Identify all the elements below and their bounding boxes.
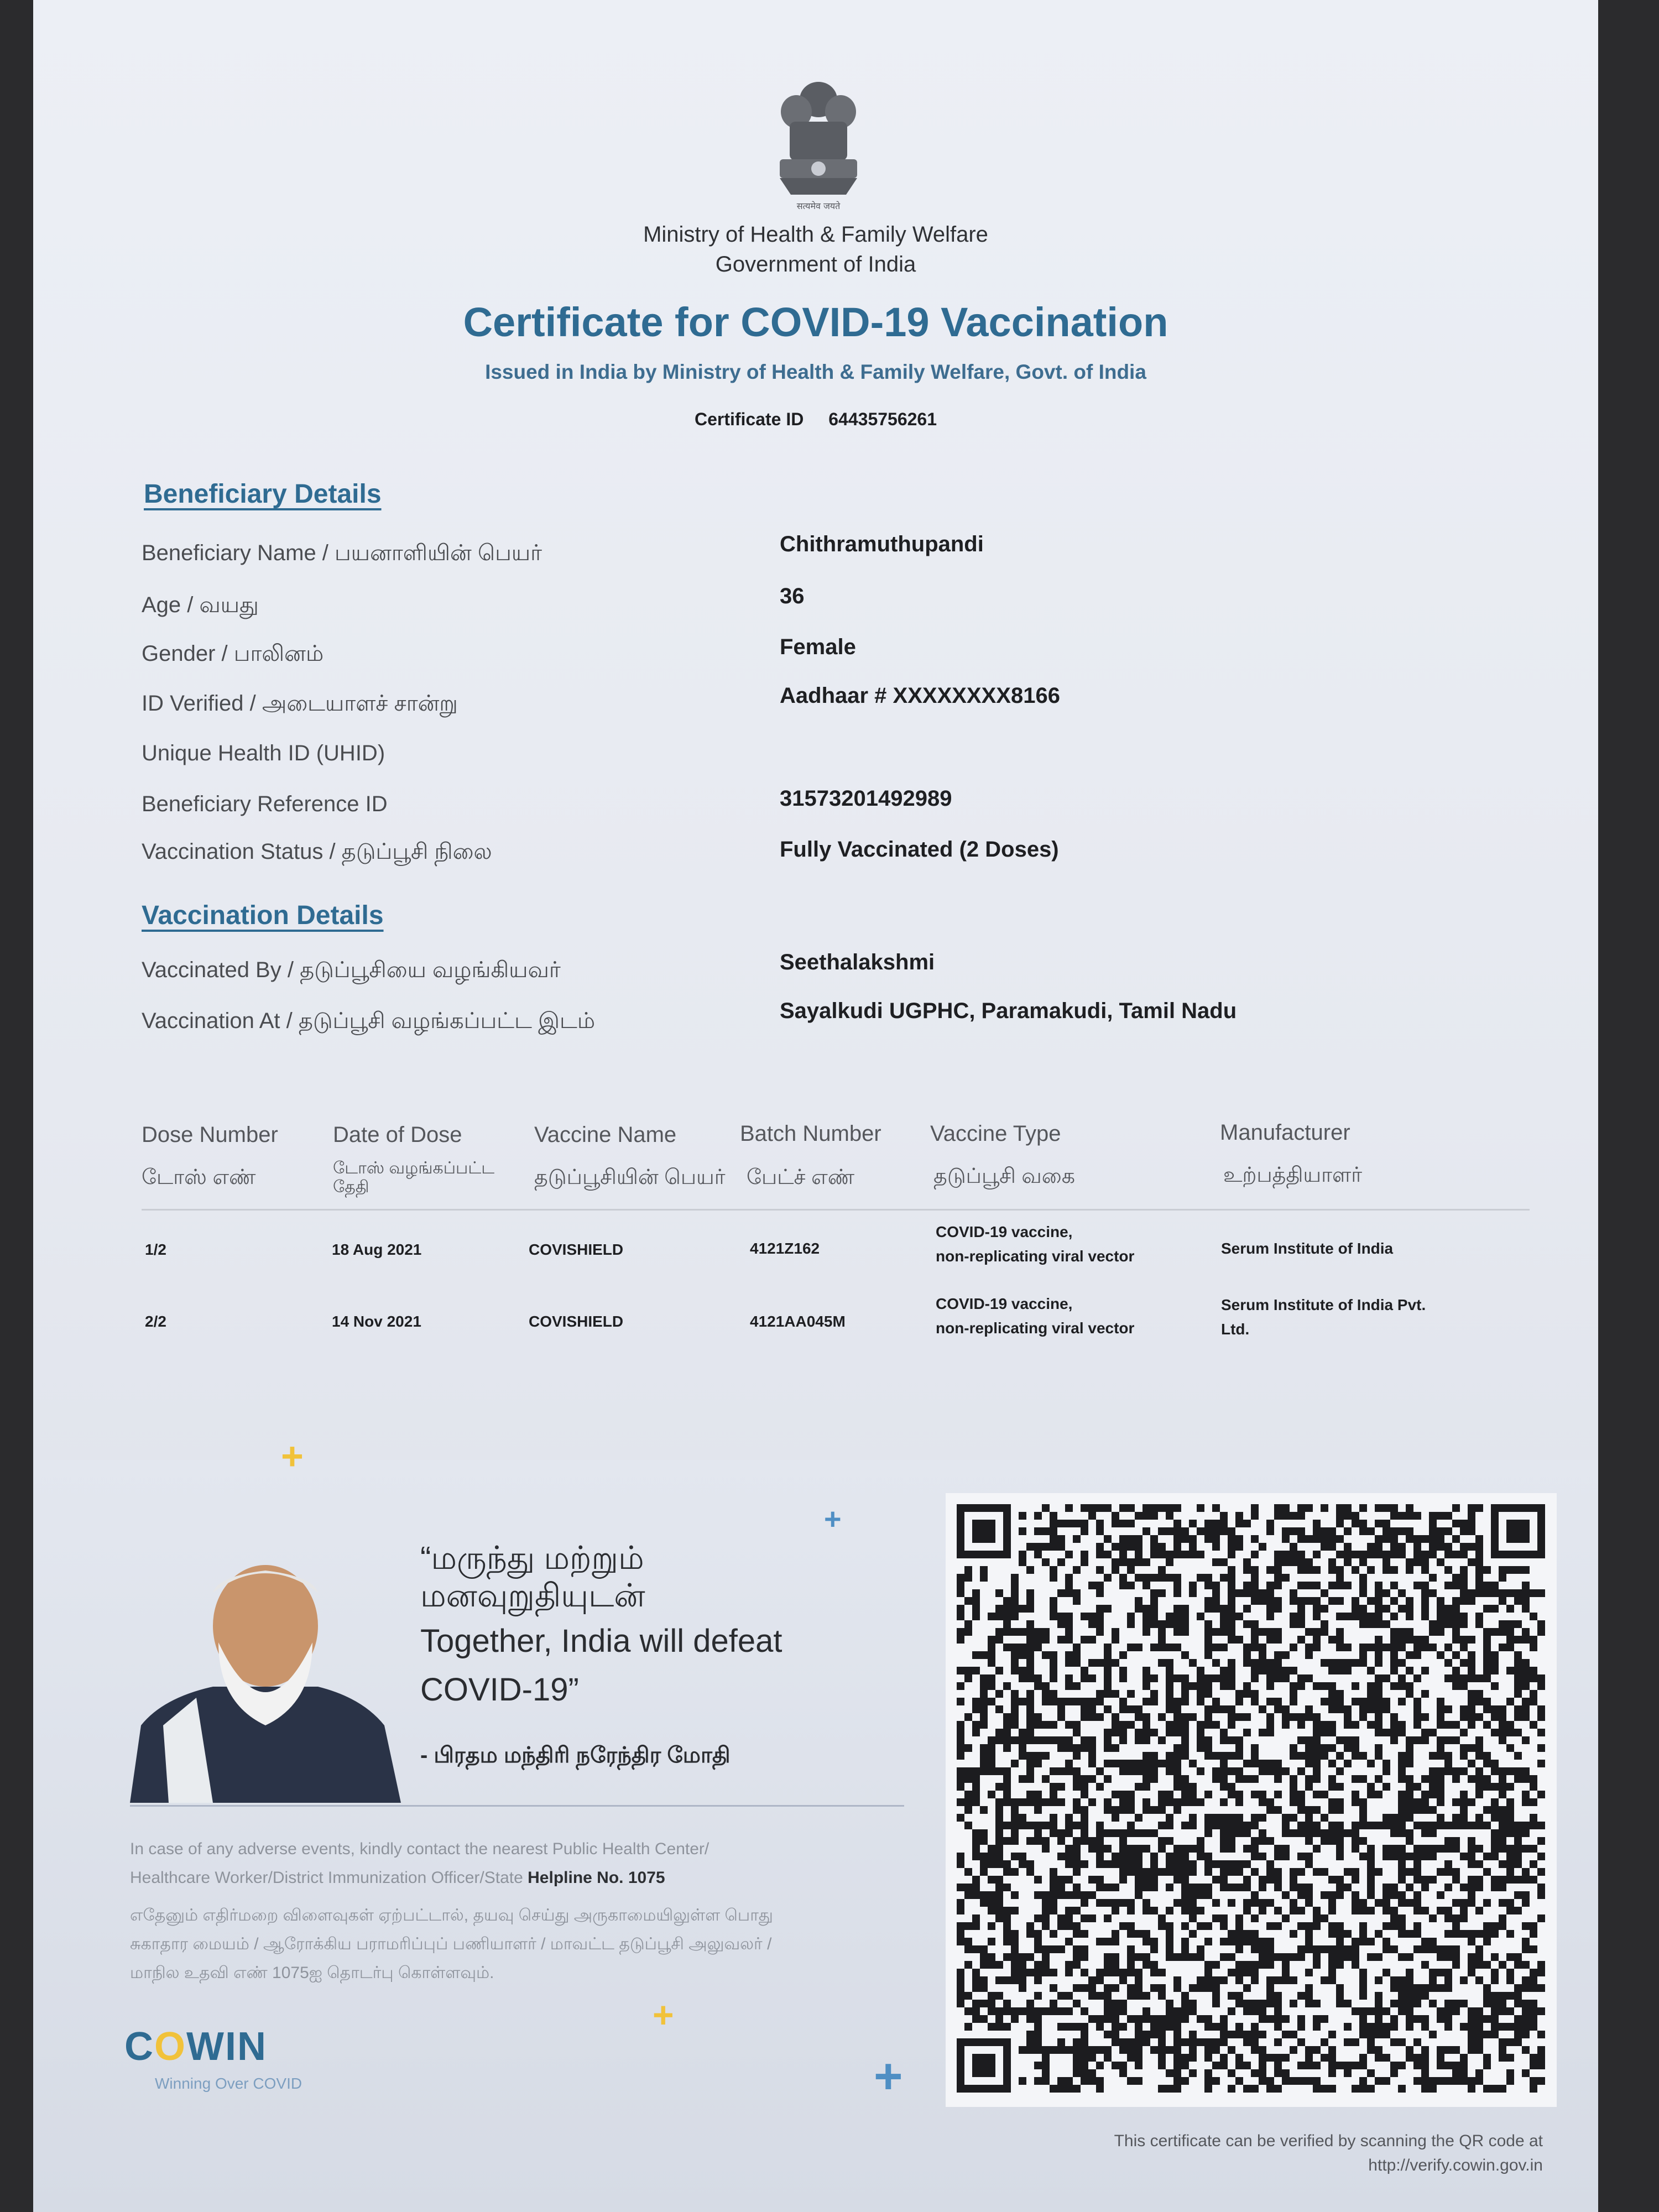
row2-manufacturer-line2: Ltd. — [1221, 1321, 1250, 1338]
certificate-page — [33, 0, 1598, 2212]
quote-tamil-line2: மனவுறுதியுடன் — [420, 1578, 645, 1614]
th-manufacturer-ta: உற்பத்தியாளர் — [1223, 1164, 1363, 1187]
th-date-of-dose: Date of Dose — [333, 1123, 462, 1147]
age-value: 36 — [780, 584, 805, 608]
th-batch-number: Batch Number — [740, 1121, 881, 1146]
id-verified-label: ID Verified / அடையாளச் சான்று — [142, 691, 458, 716]
row2-dose: 2/2 — [145, 1313, 166, 1330]
row1-dose: 1/2 — [145, 1241, 166, 1258]
plus-icon: + — [874, 2049, 903, 2104]
adverse-events-notice — [130, 1835, 904, 1892]
row2-type-line2: non-replicating viral vector — [936, 1319, 1135, 1337]
cowin-logo-o: O — [154, 2025, 187, 2069]
row1-type-line1: COVID-19 vaccine, — [936, 1223, 1073, 1240]
uhid-label: Unique Health ID (UHID) — [142, 741, 385, 765]
portrait-image — [130, 1559, 401, 1803]
plus-icon: + — [653, 1994, 674, 2035]
th-manufacturer: Manufacturer — [1220, 1120, 1350, 1145]
beneficiary-reference-id-value: 31573201492989 — [780, 786, 952, 811]
gender-value: Female — [780, 635, 856, 659]
national-emblem-icon — [758, 77, 879, 221]
adverse-events-notice-tamil — [130, 1901, 915, 1987]
table-divider — [142, 1209, 1530, 1211]
beneficiary-name-label: Beneficiary Name / பயனாளியின் பெயர் — [142, 541, 542, 565]
quote-tamil-line1: “மருந்து மற்றும் — [420, 1540, 644, 1576]
adverse-line1: In case of any adverse events, kindly contact the nearest Public Health Center/ — [130, 1840, 709, 1858]
beneficiary-section-title: Beneficiary Details — [144, 479, 382, 509]
th-vaccine-name-ta: தடுப்பூசியின் பெயர் — [534, 1166, 726, 1189]
beneficiary-reference-id-label: Beneficiary Reference ID — [142, 792, 388, 816]
adverse-ta-line2: சுகாதார மையம் / ஆரோக்கிய பராமரிப்புப் பணியாளர் / மாவட்ட தடுப்பூசி அலுவலர் / — [130, 1935, 772, 1953]
row1-batch: 4121Z162 — [750, 1240, 820, 1257]
th-dose-number-ta: டோஸ் எண் — [142, 1166, 256, 1189]
row2-batch: 4121AA045M — [750, 1313, 846, 1330]
row2-date: 14 Nov 2021 — [332, 1313, 421, 1330]
cowin-tagline: Winning Over COVID — [155, 2075, 302, 2092]
cowin-logo-c: C — [124, 2025, 154, 2069]
certificate-id-value: 64435756261 — [828, 409, 937, 429]
age-label: Age / வயது — [142, 593, 259, 617]
ministry-name: Ministry of Health & Family Welfare — [643, 222, 988, 247]
th-vaccine-type: Vaccine Type — [930, 1121, 1061, 1146]
plus-icon: + — [824, 1503, 842, 1536]
adverse-ta-line3: மாநில உதவி எண் 1075ஐ தொடர்பு கொள்ளவும். — [130, 1964, 494, 1982]
quote-english-line1: Together, India will defeat — [420, 1623, 782, 1659]
row1-type-line2: non-replicating viral vector — [936, 1248, 1135, 1265]
qr-code-icon — [957, 1504, 1545, 2096]
verification-note — [962, 2129, 1543, 2178]
certificate-title: Certificate for COVID-19 Vaccination — [463, 299, 1168, 345]
footer-divider — [130, 1805, 904, 1807]
vaccination-at-value: Sayalkudi UGPHC, Paramakudi, Tamil Nadu — [780, 999, 1237, 1023]
adverse-line2 — [130, 1864, 904, 1892]
row1-date: 18 Aug 2021 — [332, 1241, 422, 1258]
cowin-logo-win: WIN — [186, 2025, 267, 2069]
helpline-number: Helpline No. 1075 — [528, 1869, 665, 1887]
adverse-ta-line1: எதேனும் எதிர்மறை விளைவுகள் ஏற்பட்டால், தயவு செய்து அருகாமையிலுள்ள பொது — [130, 1906, 773, 1924]
row2-manufacturer-line1: Serum Institute of India Pvt. — [1221, 1296, 1426, 1313]
vaccination-status-value: Fully Vaccinated (2 Doses) — [780, 837, 1059, 862]
vaccination-status-label: Vaccination Status / தடுப்பூசி நிலை — [142, 839, 492, 864]
row2-vaccine: COVISHIELD — [529, 1313, 624, 1330]
quote-english-line2: COVID-19” — [420, 1672, 579, 1708]
beneficiary-name-value: Chithramuthupandi — [780, 532, 984, 556]
certificate-id-label: Certificate ID — [694, 409, 804, 429]
th-batch-number-ta: பேட்ச் எண் — [747, 1166, 855, 1189]
adverse-line2-text: Healthcare Worker/District Immunization Officer/State — [130, 1869, 523, 1887]
certificate-id — [33, 409, 1598, 430]
vaccination-at-label: Vaccination At / தடுப்பூசி வழங்கப்பட்ட இடம் — [142, 1009, 595, 1033]
row2-type-line1: COVID-19 vaccine, — [936, 1295, 1073, 1312]
th-vaccine-name: Vaccine Name — [534, 1123, 677, 1147]
plus-icon: + — [281, 1434, 304, 1478]
row1-vaccine: COVISHIELD — [529, 1241, 624, 1258]
issued-by: Issued in India by Ministry of Health & Family Welfare, Govt. of India — [485, 361, 1146, 383]
row1-manufacturer: Serum Institute of India — [1221, 1240, 1394, 1257]
id-verified-value: Aadhaar # XXXXXXXX8166 — [780, 684, 1060, 708]
quote-author: - பிரதம மந்திரி நரேந்திர மோதி — [420, 1743, 731, 1767]
verification-url[interactable]: http://verify.cowin.gov.in — [1368, 2156, 1543, 2174]
th-dose-number: Dose Number — [142, 1123, 278, 1147]
cowin-logo — [124, 2024, 267, 2069]
vaccination-section-title: Vaccination Details — [142, 901, 384, 930]
gender-label: Gender / பாலினம் — [142, 641, 324, 666]
verification-note-line1: This certificate can be verified by scanning the QR code at — [1114, 2132, 1543, 2150]
emblem-motto: सत्यमेव जयते — [796, 201, 841, 211]
th-date-of-dose-ta: டோஸ் வழங்கப்பட்ட தேதி — [333, 1159, 495, 1196]
th-vaccine-type-ta: தடுப்பூசி வகை — [933, 1165, 1076, 1188]
vaccinated-by-value: Seethalakshmi — [780, 950, 935, 974]
government-name: Government of India — [715, 252, 916, 276]
vaccinated-by-label: Vaccinated By / தடுப்பூசியை வழங்கியவர் — [142, 958, 561, 982]
